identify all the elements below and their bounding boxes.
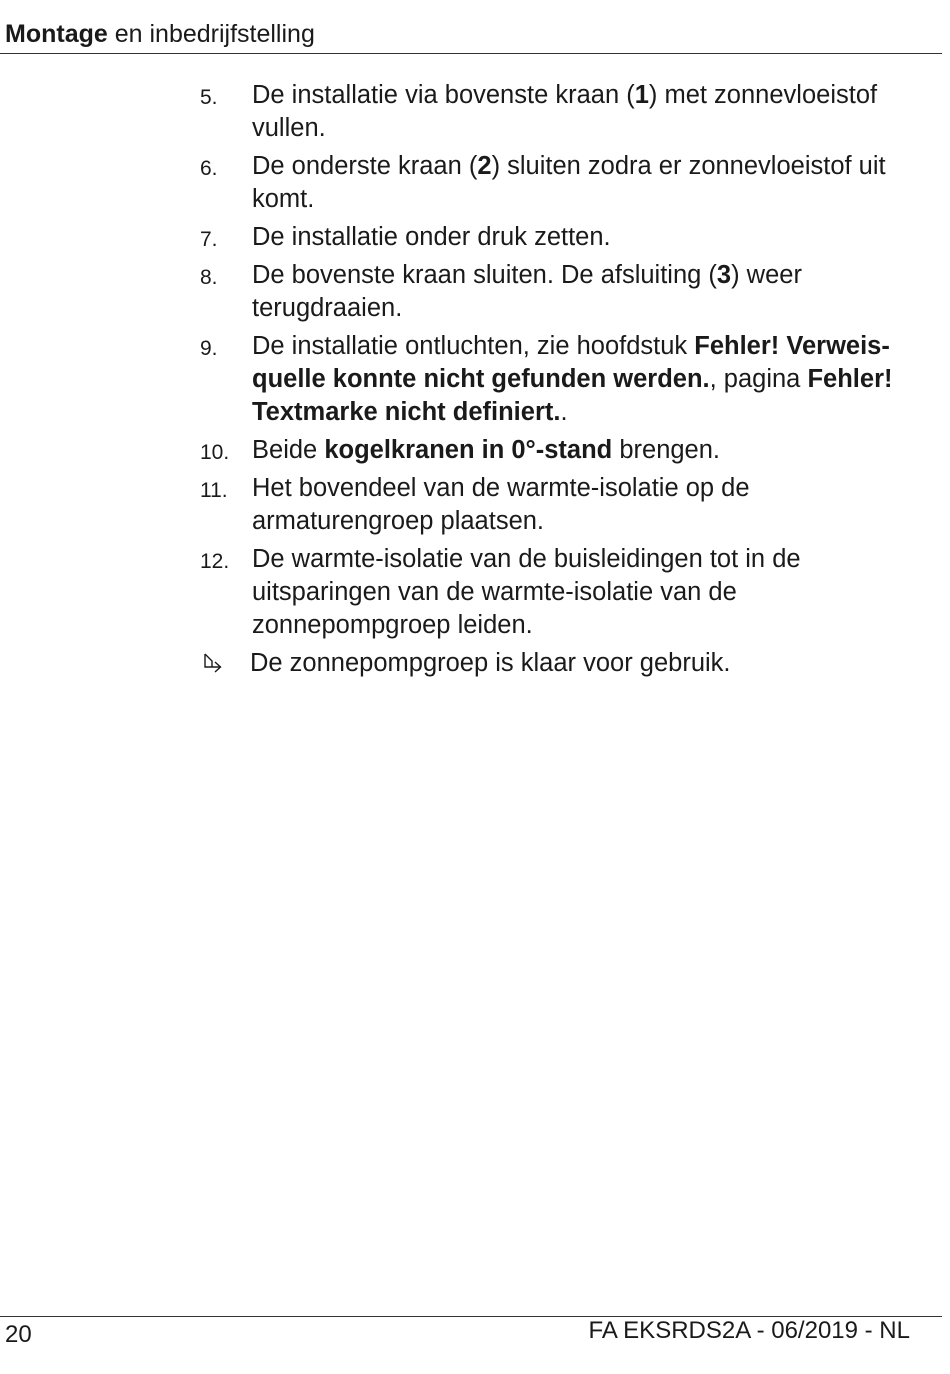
step-text-part: brengen. [612, 436, 721, 464]
header-section-bold: Montage [5, 20, 108, 48]
step-text-bold: 2 [477, 152, 492, 180]
step-item [200, 79, 928, 145]
step-text-part: ) weer terugdraaien. [252, 261, 802, 322]
result-text: De zonnepompgroep is klaar voor gebruik. [250, 649, 731, 677]
step-number: 8. [200, 266, 218, 289]
step-text-part: . [560, 398, 568, 426]
page-header [5, 18, 315, 50]
step-number: 6. [200, 157, 218, 180]
header-section-rest: en inbedrijfstelling [107, 20, 315, 48]
step-text-part: Beide [252, 436, 325, 464]
step-number: 9. [200, 337, 218, 360]
step-number: 12. [200, 550, 230, 573]
step-text-part: De bovenste kraan sluiten. De afsluiting ( [252, 261, 717, 289]
step-item [200, 259, 928, 325]
step-text [252, 332, 893, 426]
step-text-part: De installatie ontluchten, zie hoofdstuk [252, 332, 695, 360]
step-number: 11. [200, 479, 228, 502]
step-text [252, 81, 877, 142]
step-text-bold: 3 [716, 261, 732, 289]
step-text-bold: Fehler! Textmarke nicht definiert. [252, 365, 893, 426]
step-item [200, 434, 928, 467]
step-text-bold: Fehler! Verweisquelle konnte nicht gefunden werden. [252, 332, 890, 393]
step-text-part: ) met zonnevloeistof vullen. [252, 81, 878, 142]
step-text-part: De installatie via bovenste kraan ( [252, 81, 635, 109]
step-text-part: De installatie onder druk zetten. [252, 223, 611, 251]
header-divider [0, 53, 942, 54]
step-number: 5. [200, 86, 218, 109]
step-number: 7. [200, 228, 218, 251]
step-text [252, 436, 720, 464]
result-line [200, 647, 928, 680]
step-text [252, 545, 801, 639]
step-text-bold: kogelkranen in 0°-stand [324, 436, 613, 464]
step-text-part: , pagina [709, 365, 808, 393]
step-text-part: Het bovendeel van de warmte-isolatie op de armaturengroep plaatsen. [252, 474, 750, 535]
step-text-part: De onderste kraan ( [252, 152, 478, 180]
step-text-part: ) sluiten zodra er zonnevloeistof uit komt. [252, 152, 886, 213]
page-number: 20 [5, 1321, 32, 1348]
step-item [200, 330, 928, 429]
step-text [252, 152, 886, 213]
step-item [200, 221, 928, 254]
step-item [200, 543, 928, 642]
step-number: 10. [200, 441, 230, 464]
step-item [200, 472, 928, 538]
step-text [252, 261, 802, 322]
step-text-bold: 1 [634, 81, 649, 109]
step-text [252, 223, 611, 251]
step-text-part: De warmte-isolatie van de buisleidingen tot in de uitsparingen van de warmte-isolatie van de zonnepompgroep leiden. [252, 545, 801, 639]
result-arrow-icon [202, 653, 224, 675]
document-reference: FA EKSRDS2A - 06/2019 - NL [588, 1317, 910, 1344]
step-text [252, 474, 750, 535]
instruction-steps [200, 79, 928, 680]
step-item [200, 150, 928, 216]
